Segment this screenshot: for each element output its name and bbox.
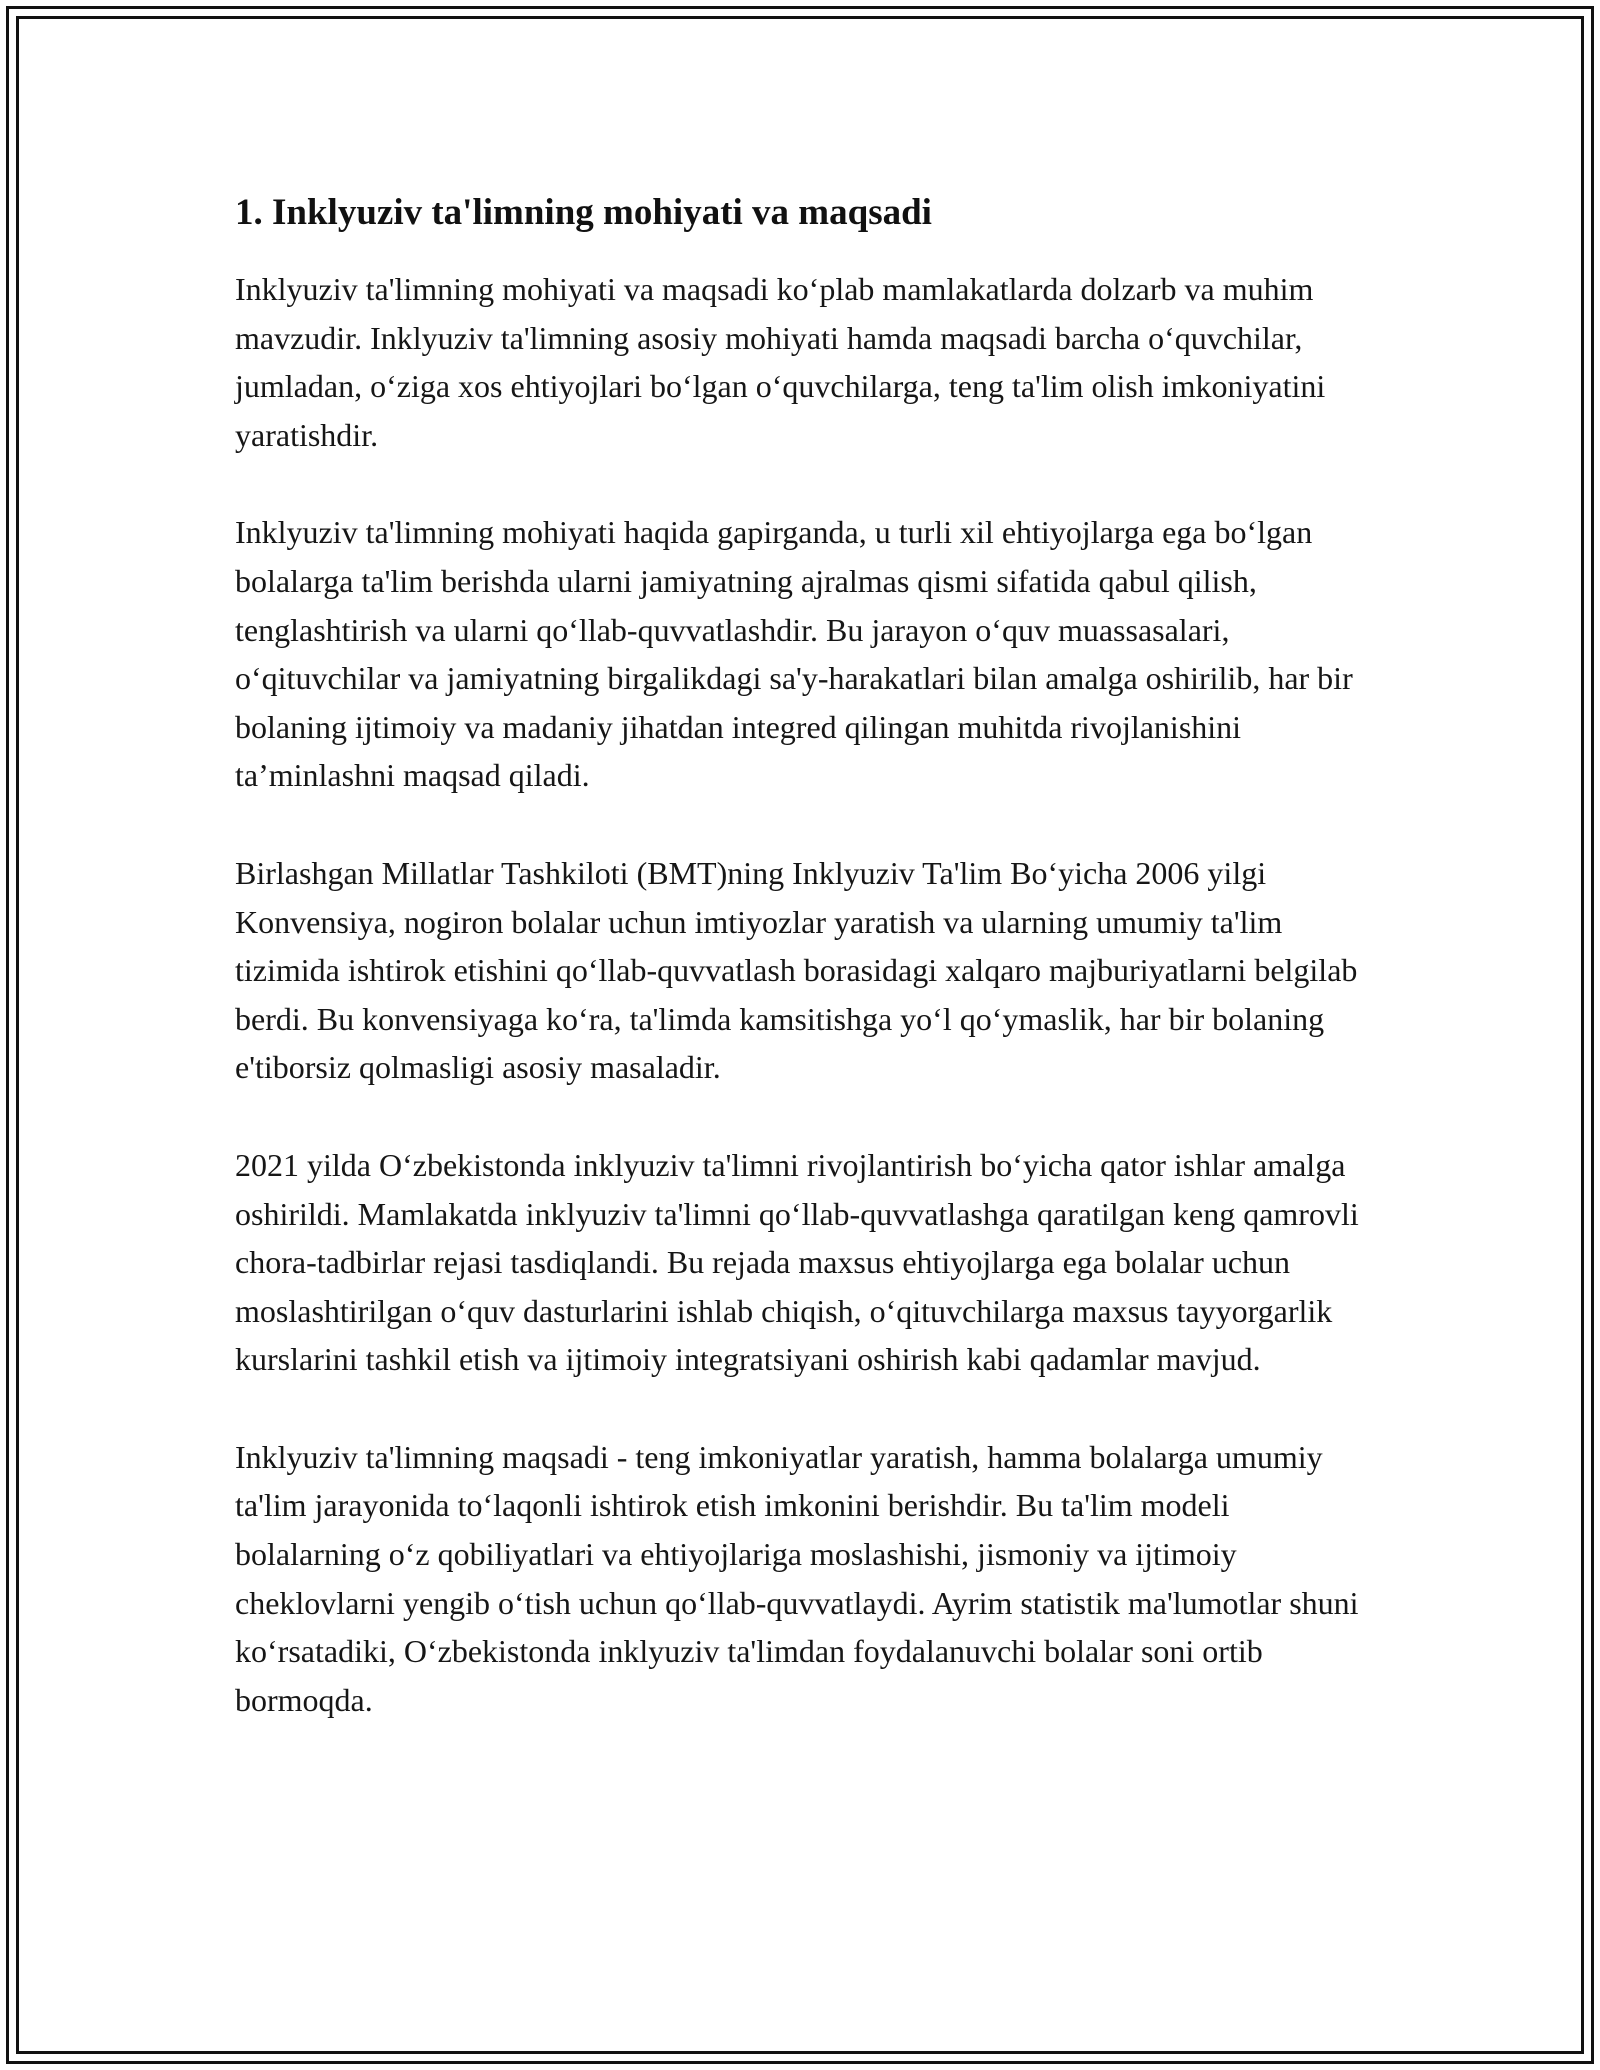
section-heading: 1. Inklyuziv ta'limning mohiyati va maqsadi xyxy=(235,192,932,233)
paragraph-4: 2021 yilda O‘zbekistonda inklyuziv ta'limni rivojlantirish bo‘yicha qator ishlar amalga oshirildi. Mamlakatda inklyuziv ta'limni qo‘llab-quvvatlashga qaratilgan keng qamrovli chora-tadbirlar rejasi tasdiqlandi. Bu rejada maxsus ehtiyojlarga ega bolalar uchun moslashtirilgan o‘quv dasturlarini ishlab chiqish, o‘qituvchilarga maxsus tayyorgarlik kurslarini tashkil etish va ijtimoiy integratsiyani oshirish kabi qadamlar mavjud. xyxy=(235,1146,1359,1378)
paragraph-2: Inklyuziv ta'limning mohiyati haqida gapirganda, u turli xil ehtiyojlarga ega bo‘lgan bolalarga ta'lim berishda ularni jamiyatning ajralmas qismi sifatida qabul qilish, tenglashtirish va ularni qo‘llab-quvvatlashdir. Bu jarayon o‘quv muassasalari, o‘qituvchilar va jamiyatning birgalikdagi sa'y-harakatlari bilan amalga oshirilib, har bir bolaning ijtimoiy va madaniy jihatdan integred qilingan muhitda rivojlanishini ta’minlashni maqsad qiladi. xyxy=(235,514,1353,794)
paragraph-3: Birlashgan Millatlar Tashkiloti (BMT)ning Inklyuziv Ta'lim Bo‘yicha 2006 yilgi Konvensiya, nogiron bolalar uchun imtiyozlar yaratish va ularning umumiy ta'lim tizimida ishtirok etishini qo‘llab-quvvatlash borasidagi xalqaro majburiyatlarni belgilab berdi. Bu konvensiyaga ko‘ra, ta'limda kamsitishga yo‘l qo‘ymaslik, har bir bolaning e'tiborsiz qolmasligi asosiy masaladir. xyxy=(235,854,1358,1086)
paragraph-5: Inklyuziv ta'limning maqsadi - teng imkoniyatlar yaratish, hamma bolalarga umumiy ta'lim jarayonida to‘laqonli ishtirok etish imkonini berishdir. Bu ta'lim modeli bolalarning o‘z qobiliyatlari va ehtiyojlariga moslashishi, jismoniy va ijtimoiy cheklovlarni yengib o‘tish uchun qo‘llab-quvvatlaydi. Ayrim statistik ma'lumotlar shuni ko‘rsatadiki, O‘zbekistonda inklyuziv ta'limdan foydalanuvchi bolalar soni ortib bormoqda. xyxy=(235,1438,1359,1718)
paragraph-1: Inklyuziv ta'limning mohiyati va maqsadi ko‘plab mamlakatlarda dolzarb va muhim mavzudir. Inklyuziv ta'limning asosiy mohiyati hamda maqsadi barcha o‘quvchilar, jumladan, o‘ziga xos ehtiyojlari bo‘lgan o‘quvchilarga, teng ta'lim olish imkoniyatini yaratishdir. xyxy=(235,271,1326,453)
document-body xyxy=(235,185,1365,1773)
